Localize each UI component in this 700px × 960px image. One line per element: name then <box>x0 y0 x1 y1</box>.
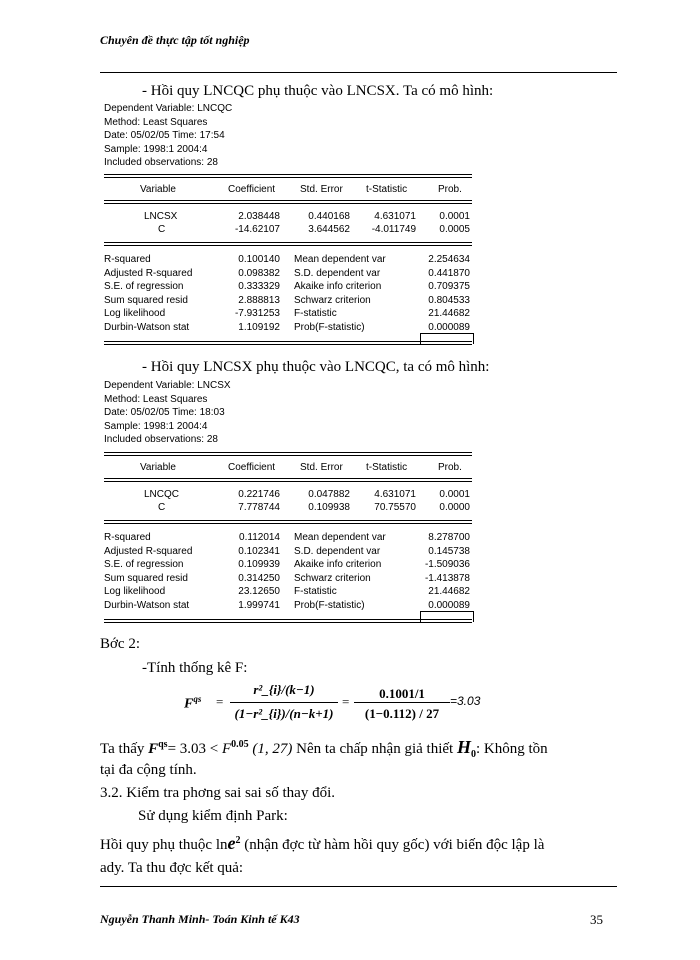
col-header: Std. Error <box>300 184 343 195</box>
stat-value: 0.314250 <box>238 572 280 584</box>
stat-value: 0.145738 <box>428 545 470 557</box>
stat-value: 8.278700 <box>428 532 470 543</box>
reg2-meta-line: Date: 05/02/05 Time: 18:03 <box>104 407 225 418</box>
stat-value: 0.000089 <box>428 599 470 611</box>
table-cell: 0.440168 <box>308 211 350 222</box>
col-header: t-Statistic <box>366 462 408 473</box>
formula-f: $F^{qs}$ <box>184 694 202 712</box>
stat-value: 0.098382 <box>238 267 280 279</box>
reg1-meta-line: Method: Least Squares <box>104 116 208 128</box>
table-cell: -14.62107 <box>234 224 280 235</box>
stat-value: -7.931253 <box>234 308 280 319</box>
reg2-intro: - Hồi quy LNCSX phụ thuộc vào LNCQC, ta có mô hình: <box>142 359 490 375</box>
stat-label: Sum squared resid <box>104 572 188 584</box>
stat-value: -1.509036 <box>424 559 470 570</box>
col-header: Variable <box>140 184 176 195</box>
stat-label: Prob(F-statistic) <box>294 599 365 611</box>
stat-label: S.E. of regression <box>104 559 184 570</box>
stat-value: 0.112014 <box>239 532 280 543</box>
conclusion-paragraph: Ta thấy $F^{qs}= 3.03 < F^{0.05}$ (1, 27) Nên ta chấp nhận giả thiết $H_0$: Không tồn <box>100 737 548 760</box>
reg1-intro: - Hồi quy LNCQC phụ thuộc vào LNCSX. Ta có mô hình: <box>142 83 494 99</box>
stat-label: Mean dependent var <box>294 532 386 543</box>
table-cell: 0.109938 <box>308 502 350 513</box>
stat-value: 0.102341 <box>238 545 280 557</box>
stat-label: Mean dependent var <box>294 254 386 265</box>
stat-label: Durbin-Watson stat <box>104 599 190 611</box>
ftest-label: -Tính thống kê F: <box>142 660 248 676</box>
table-cell: LNCSX <box>144 211 178 222</box>
table-cell: C <box>158 502 166 513</box>
reg1-output-table <box>104 174 472 346</box>
reg2-output-table <box>104 452 472 624</box>
table-cell: 70.75570 <box>374 502 416 513</box>
stat-label: Sum squared resid <box>104 294 188 306</box>
stat-value: 1.109192 <box>238 321 280 333</box>
formula-eq: = <box>216 694 224 709</box>
table-cell: 3.644562 <box>308 224 350 235</box>
table-cell: 0.0001 <box>439 211 470 222</box>
stat-value: 23.12650 <box>238 586 280 597</box>
col-header: Prob. <box>438 184 462 195</box>
reg2-meta-line: Dependent Variable: LNCSX <box>104 380 231 391</box>
table-cell: 4.631071 <box>374 489 416 500</box>
stat-value: 0.441870 <box>428 267 470 279</box>
conclusion-line2: tại đa cộng tính. <box>100 762 197 778</box>
stat-label: S.E. of regression <box>104 281 184 292</box>
table-cell: C <box>158 224 166 235</box>
stat-label: R-squared <box>104 254 151 265</box>
col-header: Std. Error <box>300 462 343 473</box>
stat-label: F-statistic <box>294 308 337 319</box>
stat-value: 2.888813 <box>238 294 280 306</box>
reg1-meta-line: Included observations: 28 <box>104 157 218 168</box>
table-cell: 7.778744 <box>238 502 280 513</box>
stat-label: Adjusted R-squared <box>104 545 193 557</box>
stat-label: R-squared <box>104 532 151 543</box>
table-cell: 2.038448 <box>238 211 280 222</box>
park-line2: ady. Ta thu đợc kết quả: <box>100 860 244 876</box>
col-header: Variable <box>140 462 176 473</box>
table-cell: -4.011749 <box>371 224 416 235</box>
footer-author: Nguyễn Thanh Minh- Toán Kinh tế K43 <box>100 912 300 926</box>
park-test-label: Sử dụng kiểm định Park: <box>138 808 288 824</box>
table-cell: 0.0000 <box>439 502 470 513</box>
stat-value: 21.44682 <box>428 308 470 319</box>
stat-value: 1.999741 <box>238 599 280 611</box>
col-header: Prob. <box>438 462 462 473</box>
stat-value: 2.254634 <box>428 254 470 265</box>
reg1-meta-line: Date: 05/02/05 Time: 17:54 <box>104 130 225 141</box>
stat-label: Akaike info criterion <box>294 559 382 570</box>
stat-label: F-statistic <box>294 586 337 597</box>
reg2-meta-line: Sample: 1998:1 2004:4 <box>104 420 208 432</box>
stat-label: S.D. dependent var <box>294 267 381 279</box>
reg1-meta-line: Dependent Variable: LNCQC <box>104 103 233 114</box>
table-cell: 4.631071 <box>374 211 416 222</box>
formula-num-value: 0.1001/1 <box>379 686 425 701</box>
formula-result: =3.03 <box>450 694 481 708</box>
f-formula: $F^{qs}$ = r²_{i}/(k−1) (1−r²_{i})/(n−k+1) = 0.1001/1 (1−0.112) / 27 =3.03 <box>184 682 481 721</box>
formula-den-value: (1−0.112) / 27 <box>364 706 440 721</box>
col-header: Coefficient <box>228 462 276 473</box>
reg1-meta-line: Sample: 1998:1 2004:4 <box>104 143 208 155</box>
stat-value: 0.333329 <box>238 281 280 292</box>
stat-label: Durbin-Watson stat <box>104 321 190 333</box>
reg1-meta <box>104 102 232 170</box>
formula-numerator: r²_{i}/(k−1) <box>253 682 315 697</box>
table-cell: 0.047882 <box>308 489 350 500</box>
header-rule <box>100 72 617 73</box>
col-header: t-Statistic <box>366 184 408 195</box>
table-cell: 0.0005 <box>439 224 470 235</box>
section-heading: 3.2. Kiểm tra phơng sai sai số thay đổi. <box>100 785 335 801</box>
park-paragraph: Hồi quy phụ thuộc lne$^2$ (nhận đợc từ hàm hồi quy gốc) với biến độc lập là <box>100 833 545 853</box>
stat-label: Akaike info criterion <box>294 281 382 292</box>
stat-value: 0.000089 <box>428 321 470 333</box>
stat-value: 0.804533 <box>428 294 470 306</box>
stat-label: Adjusted R-squared <box>104 267 193 279</box>
footer-rule <box>100 886 617 887</box>
stat-label: Prob(F-statistic) <box>294 321 365 333</box>
table-cell: LNCQC <box>144 489 180 500</box>
stat-label: Log likelihood <box>104 308 166 319</box>
stat-value: -1.413878 <box>424 572 470 584</box>
stat-value: 21.44682 <box>428 586 470 597</box>
table-cell: 0.221746 <box>238 489 280 500</box>
reg2-meta <box>104 379 231 447</box>
page-header: Chuyên đề thực tập tốt nghiệp <box>100 33 250 47</box>
step-heading: Bớc 2: <box>100 636 141 652</box>
reg2-meta-line: Included observations: 28 <box>104 434 218 445</box>
reg2-meta-line: Method: Least Squares <box>104 393 208 405</box>
page-number: 35 <box>590 912 603 927</box>
stat-label: Schwarz criterion <box>294 572 371 584</box>
stat-label: Schwarz criterion <box>294 294 371 306</box>
stat-label: S.D. dependent var <box>294 545 381 557</box>
table-cell: 0.0001 <box>439 489 470 500</box>
formula-denominator: (1−r²_{i})/(n−k+1) <box>234 706 334 721</box>
stat-value: 0.100140 <box>238 254 280 265</box>
stat-label: Log likelihood <box>104 586 166 597</box>
stat-value: 0.709375 <box>428 281 470 292</box>
col-header: Coefficient <box>228 184 276 195</box>
stat-value: 0.109939 <box>238 559 280 570</box>
